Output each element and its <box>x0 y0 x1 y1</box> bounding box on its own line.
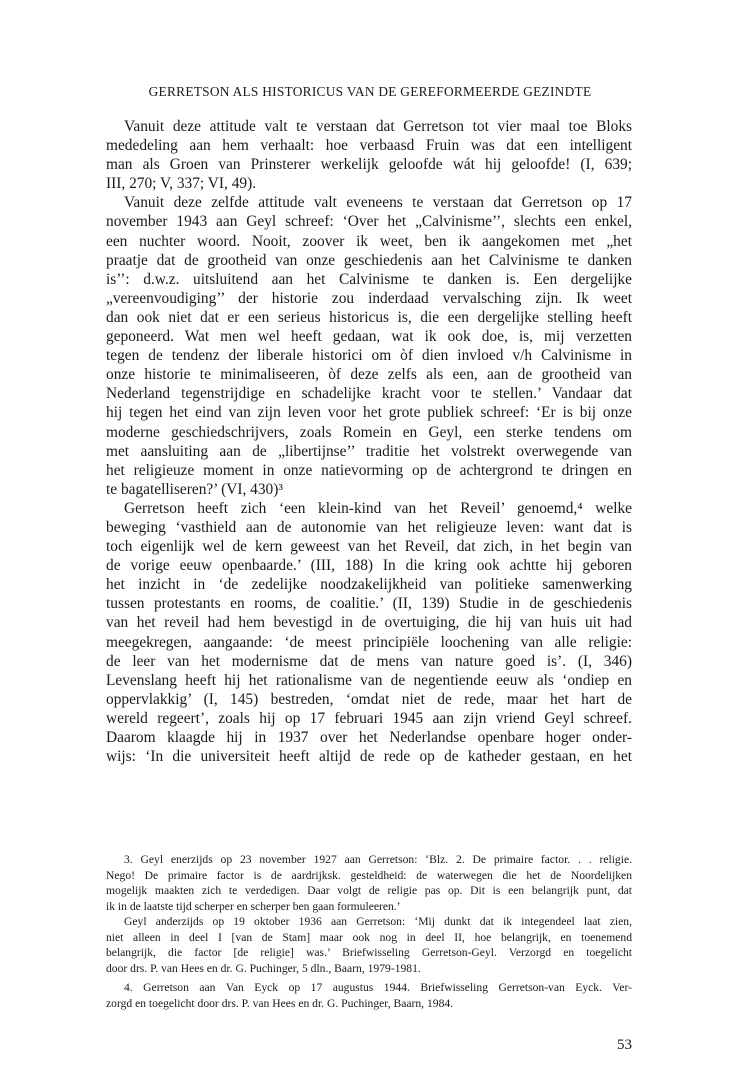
body-line: november 1943 aan Geyl schreef: ‘Over het „Calvinisme’’, slechts een enkel, <box>106 213 632 231</box>
body-line: meegekregen, aangaande: ‘de meest principiële loochening van alle religie: <box>106 633 632 651</box>
body-line: met aansluiting aan de „libertijnse’’ traditie het volstrekt overwegende van <box>106 442 632 460</box>
body-line: te bagatelliseren?’ (VI, 430)³ <box>106 480 283 498</box>
body-line: toch eigenlijk wel de kern geweest van het Reveil, dat zich, in het begin van <box>106 538 632 556</box>
footnotes <box>106 852 632 1011</box>
body-line: Vanuit deze zelfde attitude valt eveneens te verstaan dat Gerretson op 17 <box>124 194 632 212</box>
body-line: mededeling aan hem verhaalt: hoe verbaasd Fruin was dat een intelligent <box>106 137 632 155</box>
body-line: Gerretson heeft zich ‘een klein-kind van het Reveil’ genoemd,⁴ welke <box>124 499 632 517</box>
body-line: geponeerd. Wat men wel heeft gedaan, wat ik ook doe, is, mij verzetten <box>106 328 632 346</box>
footnote-line: 3. Geyl enerzijds op 23 november 1927 aan Gerretson: ‘Blz. 2. De primaire factor. . . religie. <box>124 853 632 866</box>
body-line: is’’: d.w.z. uitsluitend aan het Calvinisme te danken is. Een dergelijke <box>106 270 632 288</box>
body-line: praatje dat de grootheid van onze geschiedenis aan het Calvinisme te danken <box>106 251 632 269</box>
body-line: de vorige eeuw openbaarde.’ (III, 188) In die kring ook achtte hij geboren <box>106 557 632 575</box>
footnote-line: niet alleen in deel I [van de Stam] maar ook nog in deel II, hoe belangrijk, en toenemend <box>106 930 632 944</box>
footnote-line: door drs. P. van Hees en dr. G. Puchinger, 5 dln., Baarn, 1979-1981. <box>106 961 421 975</box>
footnote-line: ik in de laatste tijd scherper en scherper ben gaan formuleeren.’ <box>106 899 401 913</box>
body-line: Vanuit deze attitude valt te verstaan dat Gerretson tot vier maal toe Bloks <box>124 118 632 135</box>
body-line: oppervlakkig’ (I, 145) bestreden, ‘omdat niet de rede, maar het hart de <box>106 690 632 708</box>
body-line: tussen protestants en rooms, de coalitie.’ (II, 139) Studie in de geschiedenis <box>106 595 632 613</box>
page-number: 53 <box>617 1037 632 1053</box>
footnote-line: belangrijk, die factor [de religie] was.’ Briefwisseling Gerretson-Geyl. Verzorgd en toegelicht <box>106 946 632 959</box>
body-line: wereld regeert’, zoals hij op 17 februari 1945 aan zijn vriend Geyl schreef. <box>106 709 632 727</box>
body-line: moderne geschiedschrijvers, zoals Romein en Geyl, een sterke tendens om <box>106 423 632 441</box>
footnote-line: mogelijk maakten zich te verdedigen. Daar volgt de religie pas op. Dit is een belangrijk punt, dat <box>106 884 632 897</box>
body-line: de leer van het modernisme dat de mens van nature goed is’. (I, 346) <box>106 652 632 670</box>
body-line: onze historie te minimaliseeren, òf deze zelfs als een, aan de grootheid van <box>106 366 632 384</box>
body-line: beweging ‘vasthield aan de autonomie van het religieuze leven: want dat is <box>106 518 632 536</box>
footnote-line: 4. Gerretson aan Van Eyck op 17 augustus 1944. Briefwisseling Gerretson-van Eyck. Ver- <box>124 981 632 994</box>
body-line: „vereenvoudiging’’ der historie zou inderdaad vervalsching zijn. Ik weet <box>106 289 632 307</box>
footnote-line: Nego! De primaire factor is de aardrijksk. gesteldheid: de waterwegen die het de Noordelijken <box>106 868 632 882</box>
body-line: wijs: ‘In die universiteit heeft altijd de rede op de katheder gestaan, en het <box>106 748 632 766</box>
body-line: dan ook niet dat er een serieus historicus is, die een dergelijke stelling heeft <box>106 308 632 326</box>
footnote-line: zorgd en toegelicht door drs. P. van Hees en dr. G. Puchinger, Baarn, 1984. <box>106 996 454 1010</box>
body-line: Daarom klaagde hij in 1937 over het Nederlandse openbare hoger onder- <box>106 729 632 746</box>
body-line: III, 270; V, 337; VI, 49). <box>106 175 257 193</box>
body-line: hij tegen het eind van zijn leven voor het grote publiek schreef: ‘Er is bij onze <box>106 404 632 422</box>
footnote-line: Geyl anderzijds op 19 oktober 1936 aan Gerretson: ‘Mij dunkt dat ik integendeel laat zien, <box>124 915 632 928</box>
body-line: het religieuze moment in onze natievorming op de achtergrond te dringen en <box>106 461 632 479</box>
body-line: Nederland tegenstrijdige en schadelijke kracht voor te stellen.’ Vandaar dat <box>106 385 632 403</box>
body-line: een nuchter woord. Nooit, zoover ik weet, ben ik aangekomen met „het <box>106 232 632 250</box>
body-line: het inzicht in ‘de zedelijke noodzakelijkheid van politieke samenwerking <box>106 576 632 594</box>
body-line: van het reveil had hem bevestigd in de overtuiging, die hij van huis uit had <box>106 614 632 632</box>
body-text <box>106 117 632 766</box>
body-line: tegen de tendenz der liberale historici om òf dien invloed v/h Calvinisme in <box>106 347 632 365</box>
body-line: Levenslang heeft hij het rationalisme van de negentiende eeuw als ‘ondiep en <box>106 671 632 689</box>
running-header: GERRETSON ALS HISTORICUS VAN DE GEREFORMEERDE GEZINDTE <box>148 84 592 99</box>
body-line: man als Groen van Prinsterer werkelijk geloofde wát hij geloofde! (I, 639; <box>106 156 632 174</box>
